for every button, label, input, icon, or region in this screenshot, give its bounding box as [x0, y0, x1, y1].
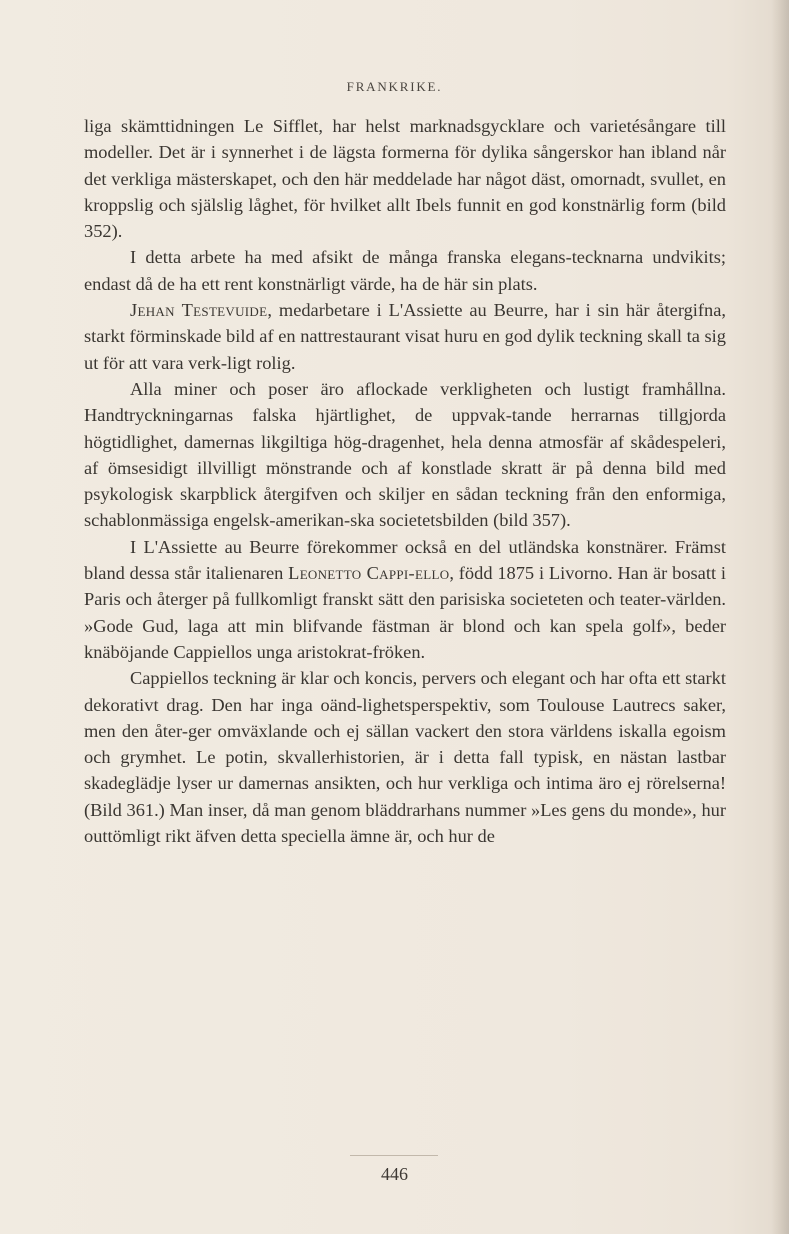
- paragraph-3-text: , medarbetare i L'Assiette au Beurre, har i sin här återgifna, starkt förminskade bild af en nattrestaurant visat huru en god dylik teckning skall ta sig ut för att vara verk-ligt rolig.: [84, 300, 726, 373]
- running-head: FRANKRIKE.: [346, 79, 443, 94]
- page-edge-shadow: [771, 0, 789, 1234]
- paragraph-3: [84, 297, 726, 376]
- paragraph-2: I detta arbete ha med afsikt de många franska elegans-tecknarna undvikits; endast då de ha ett rent konstnärligt värde, ha de här sin plats.: [84, 247, 726, 294]
- paragraph-5-text-before: I L'Assiette au Beurre förekommer också en del utländska konstnärer. Främst bland dessa står italienaren: [84, 536, 726, 584]
- artist-name-cappiello: Leonetto Cappi-ello: [288, 563, 450, 584]
- footer-rule: [350, 1155, 438, 1156]
- paragraph-6: Cappiellos teckning är klar och koncis, pervers och elegant och har ofta ett starkt dekorativt drag. Den har inga oänd-lighetsperspektiv, som Toulouse Lautrecs saker, men den åter-ger omväxlande och ej sällan vackert den stora världens iskalla egoism och grymhet. Le potin, skvallerhistorien, är i detta fall typisk, en nästan lastbar skadeglädje lyser ur damernas ansikten, och hur verkliga och intima äro ej rörelserna! (Bild 361.) Man inser, då man genom bläddrarhans nummer »Les gens du monde», hur outtömligt rikt äfven detta speciella ämne är, och hur de: [84, 668, 726, 847]
- paragraph-4: Alla miner och poser äro aflockade verkligheten och lustigt framhållna. Handtryckningarnas falska hjärtlighet, de uppvak-tande herrarnas tillgjorda högtidlighet, damernas likgiltiga hög-dragenhet, hela denna atmosfär af skådespeleri, af ömsesidigt illvilligt mönstrande och af konstlade skratt är på denna bild med psykologisk skarpblick återgifven och skiljer en sådan teckning från den enformiga, schablonmässiga engelsk-amerikan-ska societetsbilden (bild 357).: [84, 378, 726, 531]
- paragraph-5: [84, 534, 726, 665]
- paragraph-1: liga skämttidningen Le Sifflet, har helst marknadsgycklare och varietésångare till modeller. Det är i synnerhet i de lägsta formerna för dylika sångerskor han ibland når det verkliga mästerskapet, och den här meddelade har något däst, omornadt, svullet, en kroppslig och själslig låghet, för hvilket allt Ibels funnit en god konstnärlig form (bild 352).: [84, 116, 726, 242]
- body-text: [84, 113, 726, 849]
- artist-name-testevuide: Jehan Testevuide: [130, 300, 268, 321]
- paragraph-5-text-after: , född 1875 i Livorno. Han är bosatt i Paris och återger på fullkomligt franskt sätt den parisiska societeten och teater-världen. »Gode Gud, laga att min blifvande fästman är blond och kan spela golf», beder knäböjande Cappiellos unga aristokrat-fröken.: [84, 563, 726, 662]
- page-number: 446: [381, 1164, 408, 1184]
